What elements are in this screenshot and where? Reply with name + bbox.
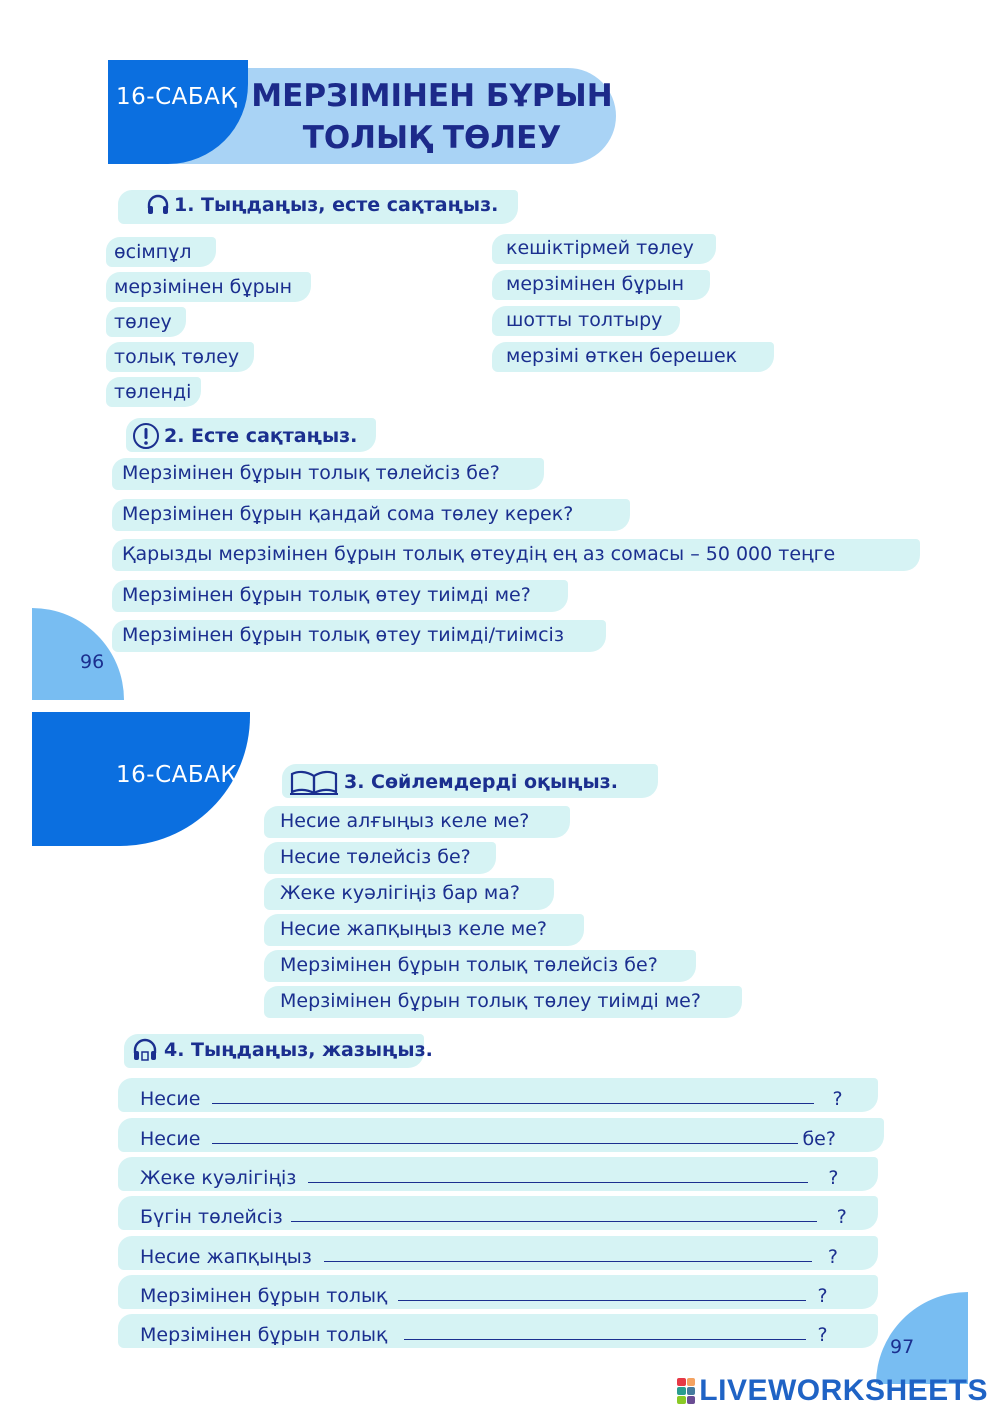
- lesson-label: 16-САБАҚ: [116, 84, 238, 110]
- answer-line[interactable]: [291, 1221, 817, 1222]
- exercise2-heading: 2. Есте сақтаңыз.: [132, 422, 357, 450]
- answer-line[interactable]: [404, 1339, 806, 1340]
- fill-row: Жеке куәлігіңіз ?: [140, 1167, 839, 1189]
- liveworksheets-logo: LIVEWORKSHEETS: [677, 1374, 988, 1408]
- fill-row: Несие ?: [140, 1088, 843, 1110]
- fill-row: Мерзімінен бұрын толық ?: [140, 1324, 828, 1346]
- exercise4-heading: 4. Тыңдаңыз, жазыңыз.: [132, 1038, 433, 1062]
- sentence: Мерзімінен бұрын толық төлеу тиімді ме?: [280, 990, 701, 1012]
- sentence: Несие жапқыңыз келе ме?: [280, 918, 548, 940]
- vocab-word: төлеу: [114, 311, 172, 333]
- vocab-word: мерзімінен бұрын: [506, 273, 685, 295]
- lesson-label: 16-САБАҚ: [116, 762, 238, 788]
- answer-line[interactable]: [398, 1300, 806, 1301]
- sentence: Мерзімінен бұрын қандай сома төлеу керек?: [122, 503, 574, 525]
- sentence: Мерзімінен бұрын толық өтеу тиімді/тиімсіз: [122, 624, 564, 646]
- sentence: Несие төлейсіз бе?: [280, 846, 471, 868]
- sentence: Мерзімінен бұрын толық төлейсіз бе?: [122, 462, 500, 484]
- answer-line[interactable]: [308, 1182, 808, 1183]
- answer-line[interactable]: [324, 1261, 812, 1262]
- headphones-icon: [132, 1038, 160, 1062]
- fill-row: Мерзімінен бұрын толық ?: [140, 1285, 828, 1307]
- headphones-icon: [146, 194, 170, 216]
- open-book-icon: [288, 768, 340, 796]
- sentence: Жеке куәлігіңіз бар ма?: [280, 882, 520, 904]
- page-corner: [32, 608, 124, 700]
- fill-row: Несие жапқыңыз ?: [140, 1246, 838, 1268]
- page-title-line1: МЕРЗІМІНЕН БҰРЫН: [251, 78, 613, 114]
- logo-icon: [677, 1378, 695, 1404]
- vocab-word: толық төлеу: [114, 346, 240, 368]
- exclamation-icon: [132, 422, 160, 450]
- exercise1-heading: 1. Тыңдаңыз, есте сақтаңыз.: [146, 194, 498, 216]
- fill-row: Бүгін төлейсіз ?: [140, 1206, 847, 1228]
- page-number: 97: [890, 1336, 915, 1358]
- sentence: Несие алғыңыз келе ме?: [280, 810, 530, 832]
- sentence: Мерзімінен бұрын толық өтеу тиімді ме?: [122, 584, 531, 606]
- page-number: 96: [80, 651, 105, 673]
- vocab-word: мерзімінен бұрын: [114, 276, 293, 298]
- sentence: Мерзімінен бұрын толық төлейсіз бе?: [280, 954, 658, 976]
- exercise3-heading: 3. Сөйлемдерді оқыңыз.: [288, 768, 618, 796]
- vocab-word: төленді: [114, 381, 192, 403]
- answer-line[interactable]: [212, 1143, 798, 1144]
- answer-line[interactable]: [212, 1103, 814, 1104]
- page-title-line2: ТОЛЫҚ ТӨЛЕУ: [302, 120, 562, 156]
- vocab-word: кешіктірмей төлеу: [506, 237, 694, 259]
- sentence: Қарызды мерзімінен бұрын толық өтеудің ең аз сомасы – 50 000 теңге: [122, 543, 836, 565]
- vocab-word: мерзімі өткен берешек: [506, 345, 738, 367]
- fill-row: Несие бе?: [140, 1128, 836, 1150]
- vocab-word: шотты толтыру: [506, 309, 663, 331]
- vocab-word: өсімпұл: [114, 241, 192, 263]
